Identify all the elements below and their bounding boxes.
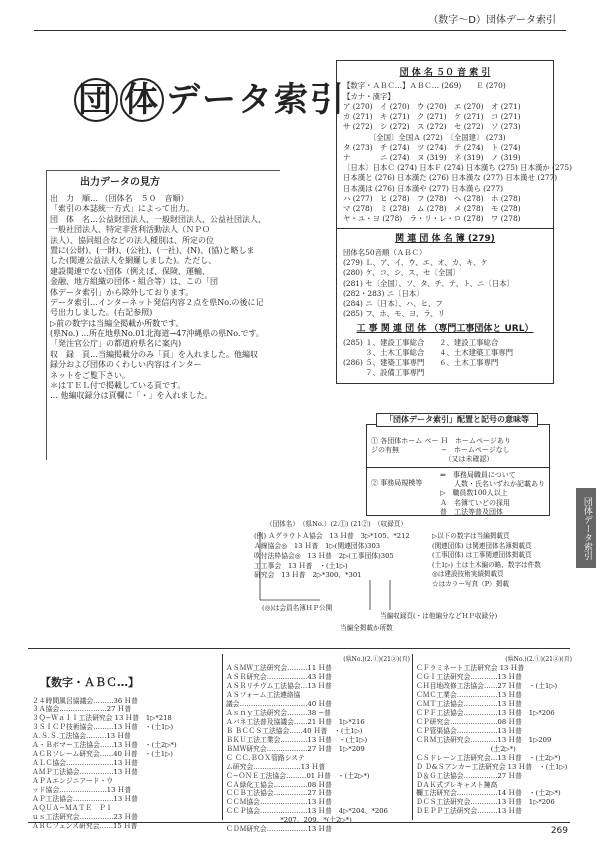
kana-index-row: 〔日本〕日本Ｃ (274) 日本Ｆ (274) 日本漢ち (275) 日本漢か (275)	[343, 163, 572, 173]
page-number: 269	[550, 826, 568, 836]
example-row: Ａ線協会◎ 13 Ｈ普 1▷(関連団体)303	[254, 541, 381, 550]
example-row: (例) ＡグラウトＡ協会 13 Ｈ普 3▷*105、*212	[254, 532, 410, 540]
kana-index-row: ヤ・ユ・ヨ (278) ラ・リ・レ・ロ (278) ワ (278)	[343, 214, 521, 224]
panel-head-2: 関 連 団 体 名 簿 (279)	[395, 234, 495, 245]
panel-head-3: 工 事 関 連 団 体 （専門工事団体と URL）	[356, 324, 534, 335]
list-item: Ｄ＆Ｇ工法協会……………27 Ｈ普	[416, 771, 522, 780]
guide-line: 一般社団法人、特定非営利活動法人（ＮＰＯ	[50, 225, 210, 235]
index-column-left	[32, 656, 218, 831]
meaning-value: 普 工法等普及団体	[440, 507, 503, 516]
example-note-count: 当編全掲載か所数	[340, 624, 393, 632]
middle-col-head: (県No.)(2.①)(21②)(頁)	[343, 656, 410, 663]
list-item: (土2▷*)	[416, 744, 516, 753]
guide-line: 法人）、協同組合などの法人種別は、所定の位	[50, 235, 214, 245]
title-rest: データ索引	[166, 80, 346, 120]
footer-rule	[28, 822, 570, 823]
kana-index-row: マ (278) ミ (278) ム (278) メ (278) モ (278)	[343, 204, 521, 214]
kana-index-row: ナ ニ (274) ヌ (319) ネ (319) ノ (319)	[343, 152, 521, 162]
page-title	[74, 78, 346, 122]
meaning-value: Ａ 名簿ていどの採用	[440, 498, 510, 507]
panel-head-1: 団 体 名 ５０ 音 索 引	[399, 68, 491, 78]
list-item: ＣＨ目地改修工法協会……27 Ｈ普 ・(土1▷)	[416, 681, 558, 690]
list-item: ＣＣＭ協会…………………13 Ｈ普	[226, 798, 332, 807]
example-note: (関連団体) は関連団体名簿掲載頁	[432, 541, 532, 550]
list-item: ３Ａ協会…………………27 Ｈ普	[32, 705, 132, 714]
kana-index-row: サ (272) シ (272) ス (272) セ (272) ソ (273)	[343, 122, 521, 132]
guide-line: ▷前の数字は当編全掲載か所数です。	[50, 318, 184, 328]
list-item: Ｄ Ｄ&Ｓアンカー工法研究会 13 Ｈ普 ・(土1▷)	[416, 762, 568, 771]
guide-line: データ索引…インターネット発信内容２点を県No.の後に记	[50, 297, 264, 307]
related-row: (280) ケ、コ、シ、ス、セ〔全国〕	[343, 268, 461, 278]
list-item: ム研究会…………………13 Ｈ普	[226, 762, 326, 771]
meaning-title: 「団体データ索引」配置と記号の意味等	[376, 413, 538, 427]
list-item: Ａバネ工法普及協議会……21 Ｈ普 1▷*216	[226, 717, 365, 726]
list-item: ＣＣＰ協会…………………13 Ｈ普 4▷*204、*206	[226, 807, 388, 816]
related-row: (284) ニ〔日本〕、ハ、ヒ、フ	[343, 298, 443, 308]
construction-row: (285) １、建設工事総合 ２、建設工事総合	[343, 337, 499, 347]
abc-heading: 【数字・ＡＢＣ…】	[40, 676, 139, 689]
list-item: ＣＣＢ工法協会……………27 Ｈ普	[226, 789, 332, 798]
example-bracket-lines	[250, 510, 430, 620]
meaning-box	[366, 424, 550, 516]
example-note-pages: 当編収録頁(・は他編分などＨＰ収録分)	[380, 612, 498, 620]
section-tab: 団体データ索引	[576, 488, 596, 568]
list-item: ＣＧＩ工法研究会…………13 Ｈ普	[416, 672, 522, 681]
example-row: 吹付法枠協会◎ 13 Ｈ普 2▷(工事団体)305	[254, 551, 394, 560]
guide-line: 「発注官公庁」の都道府県名に案内)	[50, 339, 182, 349]
meaning-value: ▷ 職員数100人以上	[440, 489, 508, 498]
list-item: Ｃ−ＯＮＥ工法協会………01 Ｈ普 ・(土2▷*)	[226, 771, 370, 780]
guide-line: 置に(公財)、(一財)、(公社)、(一社)、(N)、(協)と略しま	[50, 245, 255, 255]
list-item: Ａｓｎｙ工法研究会………38 −普	[226, 708, 331, 717]
meaning-row1-values	[441, 437, 511, 464]
list-item: ＡＲＣフェンス研究会……15 Ｈ普	[32, 822, 138, 831]
list-item: ＣＰ研究会…………………08 Ｈ普	[416, 717, 522, 726]
example-note: (工事団体) は工事関連団体掲載頁	[432, 551, 532, 560]
list-item: ＣＰ管渠協会………………13 Ｈ普	[416, 726, 522, 735]
list-item: Ｃ ＣＣ.ＢＯＸ管路システ	[226, 753, 305, 762]
title-circle-1: 団	[74, 78, 118, 122]
list-item: ＣＭＣ工業会………………13 Ｈ普	[416, 690, 522, 699]
list-item: ＤＡＫ式プレキャスト擁高	[416, 780, 498, 789]
guide-line: 建設関連でない団体（例えば、保険、運輸、	[50, 266, 210, 276]
meaning-row2-values	[440, 471, 545, 516]
related-row: (282・283) ニ〔日本〕	[343, 288, 424, 298]
list-item: ＣＲＭ工法研究会…………13 Ｈ普 1▷209	[416, 735, 552, 744]
list-item: ＡＳＭＷ工法研究会………11 Ｈ普	[226, 663, 332, 672]
example-note: ☆はカラー写真（P）掲載	[432, 579, 509, 588]
guide-line: ネットをご覧下さい。	[50, 370, 130, 380]
related-list	[343, 248, 547, 320]
running-header: （数字～D）団体データ索引	[428, 15, 556, 26]
kana-index-row: ハ (277) ヒ (278) フ (278) ヘ (278) ホ (278)	[343, 193, 521, 203]
list-item: *207、209、*(土2▷*)	[226, 816, 352, 825]
guide-line: した(関連公益法人を網羅しました)。ただし、	[50, 256, 217, 266]
guide-text	[50, 194, 276, 402]
index-panel	[336, 60, 572, 384]
meaning-value: （又は未確認）	[441, 455, 494, 464]
header-rule	[34, 30, 566, 31]
guide-line: 号出力しました。(右記参照)	[50, 308, 153, 318]
list-item: ２４時間風呂協議会………36 Ｈ普	[32, 696, 138, 705]
index-column-middle	[226, 656, 410, 834]
guide-heading: 出力データの見方	[80, 177, 160, 188]
kana-index-row: ア (270) イ (270) ウ (270) エ (270) オ (271)	[343, 101, 521, 111]
list-item: ＡＰＡエンジニアード・ウ	[32, 777, 114, 786]
example-row: 研究会 13 Ｈ普 2▷*300、*301	[254, 571, 362, 580]
list-item: ＤＥＰＰ工法研究会………13 Ｈ普	[416, 807, 522, 816]
meaning-row1-label: ① 各団体ホーム ページの有無	[371, 437, 439, 455]
list-item: 欄工法研究会………………14 Ｈ普 ・(土2▷*)	[416, 789, 561, 798]
kana-index-list	[343, 81, 572, 224]
kana-index-row: 日本漢と (276) 日本漢た (276) 日本漢な (277) 日本漢せ (277)	[343, 173, 558, 183]
list-item: ＣＭＴ工法協会……………13 Ｈ普	[416, 699, 522, 708]
list-item: ＢＭＷ研究会………………27 Ｈ普 1▷*209	[226, 744, 365, 753]
column-divider-2	[412, 654, 413, 820]
index-column-right	[416, 656, 572, 816]
list-item: ＢＫＵ工法工業会…………13 Ｈ普 ・(土1▷)	[226, 735, 368, 744]
meaning-value: Ｈ ホームページあり	[441, 437, 511, 445]
example-note: (土1▷) 土は土木編の略、数字は件数	[432, 560, 541, 569]
guide-line: 録分および団体のくわしい内容はインター	[50, 360, 202, 370]
guide-line: 「索引の本誌統一方式」によって出力。	[50, 204, 194, 214]
list-item: ッド協会…………………13 Ｈ普	[32, 786, 132, 795]
meaning-value: ⇒ 事務局職員について	[440, 471, 516, 480]
guide-line: … 他編収録分は頁欄に「・」を入れました。	[50, 391, 213, 401]
list-item: ＡＱＵＡ−ＭＡＴＥ Ｐｌ	[32, 804, 113, 813]
example-note: ▷以下の数字は当編掲載頁	[432, 532, 510, 540]
guide-line: 金融、地方組織の団体・組合等）は、この「団	[50, 277, 218, 287]
kana-index-row: タ (273) チ (274) ツ (274) テ (274) ト (274)	[343, 142, 521, 152]
meaning-row2-label: ② 事務局規模等	[371, 479, 423, 488]
list-item: Ａ.Ｓ.Ｓ.工法協会………13 Ｈ普	[32, 732, 131, 741]
related-row: (285) フ、ホ、モ、ヨ、ラ、リ	[343, 309, 445, 319]
kana-index-row: 〔全国〕全国Ａ (272) 〔全国建〕 (273)	[343, 132, 506, 142]
index-divider	[28, 648, 570, 649]
kana-index-row: カ (271) キ (271) ク (271) ケ (271) コ (271)	[343, 112, 521, 122]
right-col-head: (県No.)(2.①)(21②)(頁)	[505, 656, 572, 663]
list-item: ＡＰ工法協会………………13 Ｈ普	[32, 795, 138, 804]
list-item: Ａ・Ｂボマー工法協会……13 Ｈ普 ・(土2▷*)	[32, 741, 177, 750]
list-item: ＡＳフォーム工法連絡協	[226, 690, 301, 699]
example-notes	[432, 532, 541, 589]
list-item: ＣＦラミネート工法研究会 13 Ｈ普	[416, 663, 525, 672]
example-note: ◎は建設技術実績掲載頁	[432, 570, 504, 579]
meaning-value: 人数・氏名いずれか記載あり	[440, 480, 545, 489]
column-divider-1	[222, 654, 223, 820]
list-item: ＡＬＣ協会…………………13 Ｈ普	[32, 759, 138, 768]
kana-index-row: 【数字・ＡＢＣ…】ＡＢＣ… (269) Ｅ (270)	[343, 81, 506, 91]
guide-line: 収 録 頁…当編掲載分のみ「頁」を入れました。他編収	[50, 349, 258, 359]
list-item: ＣＳドレーン工法研究会…13 Ｈ普 ・(土2▷*)	[416, 753, 561, 762]
list-item: ｕｓ工法研究会……………23 Ｈ普	[32, 813, 138, 822]
list-item: ＡＣＲフレーム研究会……40 Ｈ普 ・(土1▷)	[32, 750, 173, 759]
kana-index-row: 日本漢は (276) 日本漢や (277) 日本漢ら (277)	[343, 183, 504, 193]
guide-line: 出 力 順… （団体名 ５０ 音順）	[50, 194, 189, 203]
list-item: ＣＡ緑化工協会……………08 Ｈ普	[226, 780, 332, 789]
construction-row: (286) ５、建築工事専門 ６、土木工事専門	[343, 358, 499, 368]
list-item: ３Ｑ−Ｗａｌｌ工法研究会 13 Ｈ普 1▷*218	[32, 714, 172, 723]
related-row: 団体名50音順（ＡＢＣ）	[343, 247, 427, 257]
title-circle-2: 体	[120, 78, 164, 122]
kana-index-row: 【カナ・漢字】	[343, 91, 395, 101]
list-item: ＡＭＰ工法協会……………13 Ｈ普	[32, 768, 138, 777]
guide-line: (県No.) …所在地県No.01北海道→47沖縄県の県No.です。	[50, 329, 264, 339]
construction-list	[343, 338, 547, 379]
related-row: (281) セ〔全国〕、ソ、タ、チ、テ、ト、ニ〔日本〕	[343, 278, 515, 288]
construction-row: ７、設備工事専門	[343, 368, 425, 378]
meaning-value: − ホームページなし	[441, 446, 510, 455]
list-item: ３ＳＩＣＰ技術協会………13 Ｈ普 ・(土1▷)	[32, 723, 174, 732]
list-item: ＣＤＭ研究会………………13 Ｈ普	[226, 825, 332, 834]
list-item: ＡＳＲ研究会………………43 Ｈ普	[226, 672, 332, 681]
example-note-members: (◎)は会員名簿ＨＰ公開	[262, 604, 333, 612]
example-row: 工工事会 13 Ｈ普 ・(土1▷)	[254, 561, 348, 570]
construction-row: ３、土木工事総合 ４、土木建築工事専門	[343, 348, 513, 358]
guide-line: 団 体 名…公益財団法人、一般財団法人、公益社団法人、	[50, 214, 266, 224]
list-item: 議会…………………………40 Ｈ普	[226, 699, 332, 708]
example-headers: （団体名） （県No.）(2.①) (21②) （収録頁）	[266, 520, 407, 528]
related-row: (279) Ｌ、ア、イ、ウ、エ、オ、カ、キ、ケ	[343, 258, 488, 268]
list-item: ＤＣＳ工法研究会…………13 Ｈ普 1▷*206	[416, 798, 555, 807]
list-item: ＡＳＲリチウム工法協会…13 Ｈ普	[226, 681, 332, 690]
guide-line: 体データ索引」から除外しております。	[50, 287, 194, 297]
list-item: Ｂ ＢＣＣＳ工法協会……40 Ｈ普 ・(土1▷)	[226, 726, 363, 735]
list-item: ＣＰＦ工法協会……………13 Ｈ普 1▷*206	[416, 708, 555, 717]
guide-line: ＊はＴＥＬ付で掲載している頁です。	[50, 381, 186, 391]
